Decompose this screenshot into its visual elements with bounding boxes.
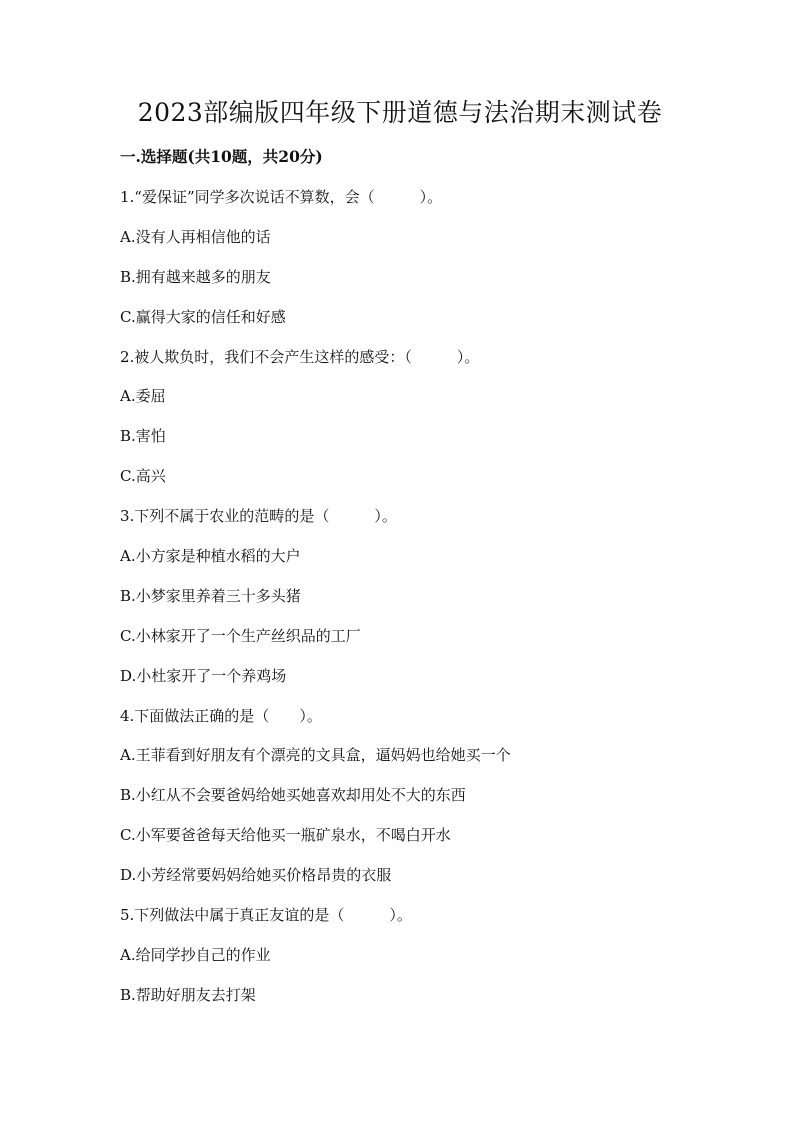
answer-option: B.帮助好朋友去打架 <box>120 985 256 1004</box>
question-stem: 4.下面做法正确的是（ ）。 <box>120 706 322 725</box>
answer-option: B.小红从不会要爸妈给她买她喜欢却用处不大的东西 <box>120 786 466 805</box>
question-stem: 3.下列不属于农业的范畴的是（ ）。 <box>120 507 397 526</box>
answer-option: A.给同学抄自己的作业 <box>120 945 271 964</box>
answer-option: C.小军要爸爸每天给他买一瓶矿泉水，不喝白开水 <box>120 826 451 845</box>
answer-option: D.小杜家开了一个养鸡场 <box>120 666 287 685</box>
question-stem: 1.“爱保证”同学多次说话不算数，会（ ）。 <box>120 188 443 206</box>
answer-option: B.拥有越来越多的朋友 <box>120 267 271 286</box>
answer-option: D.小芳经常要妈妈给她买价格昂贵的衣服 <box>120 866 392 885</box>
answer-option: B.害怕 <box>120 427 166 446</box>
question-stem: 2.被人欺负时，我们不会产生这样的感受：（ ）。 <box>120 347 480 366</box>
page-title: 2023部编版四年级下册道德与法治期末测试卷 <box>137 98 663 127</box>
answer-option: A.王菲看到好朋友有个漂亮的文具盒，逼妈妈也给她买一个 <box>120 746 511 765</box>
answer-option: A.委屈 <box>120 387 166 406</box>
answer-option: B.小梦家里养着三十多头猪 <box>120 586 301 605</box>
section-heading: 一.选择题(共10题，共20分) <box>120 147 323 166</box>
answer-option: A.没有人再相信他的话 <box>120 227 271 246</box>
answer-option: C.高兴 <box>120 467 166 486</box>
question-stem: 5.下列做法中属于真正友谊的是（ ）。 <box>120 906 412 925</box>
question-list <box>120 185 740 1023</box>
answer-option: C.赢得大家的信任和好感 <box>120 307 286 326</box>
answer-option: C.小林家开了一个生产丝织品的工厂 <box>120 626 361 645</box>
answer-option: A.小方家是种植水稻的大户 <box>120 547 301 566</box>
